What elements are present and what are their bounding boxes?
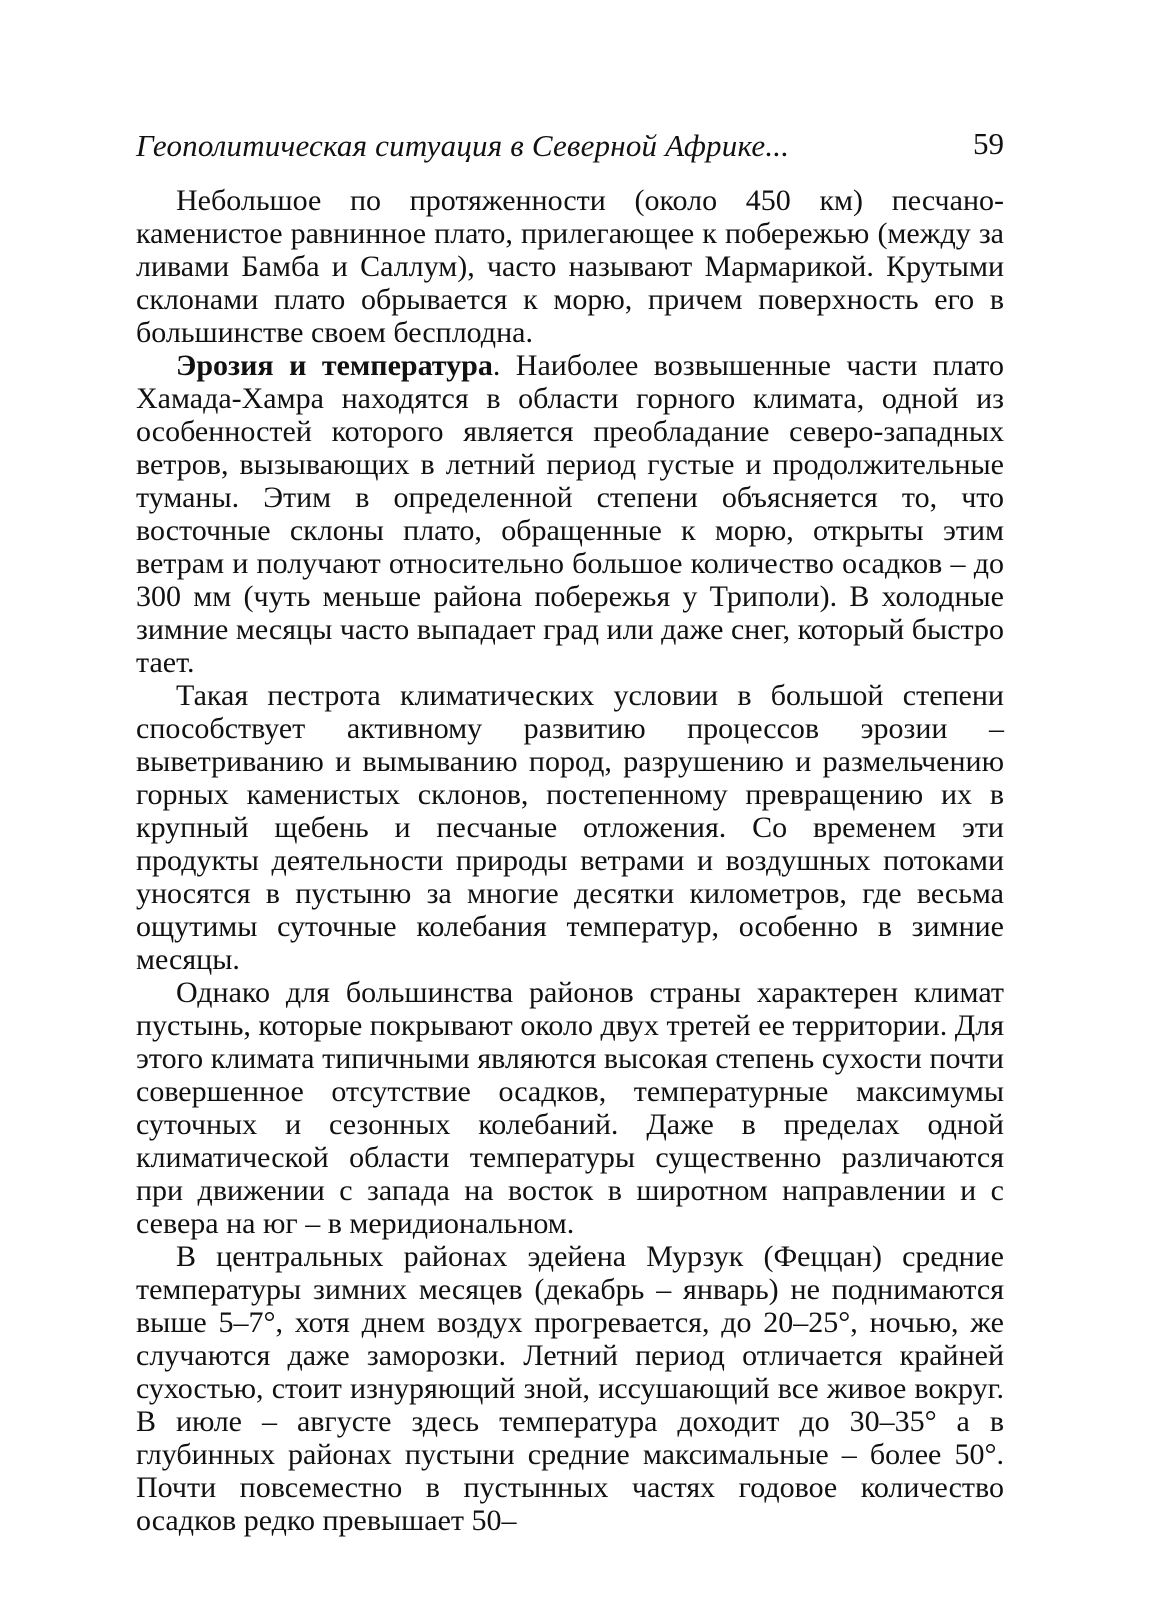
paragraph-text: В центральных районах эдейена Мурзук (Феццан) средние температуры зимних месяцев (декабрь – январь) не поднимаются выше 5–7°, хотя днем воздух прогревается, до 20–25°, ночью, же случаются даже заморозки. Летний период отличается крайней сухостью, стоит изнуряющий зной, иссушающий все живое вокруг. В июле – августе здесь температура доходит до 30–35° а в глубинных районах пустыни средние максимальные – более 50°. Почти повсеместно в пустынных частях годовое количество осадков редко превышает 50– <box>136 1240 1004 1537</box>
paragraph <box>136 976 1004 1240</box>
running-header <box>136 124 1004 174</box>
book-page <box>136 124 1004 1537</box>
page-number: 59 <box>973 126 1004 161</box>
running-title: Геополитическая ситуация в Северной Африке... <box>136 128 790 163</box>
paragraph-text: Небольшое по протяженности (около 450 км) песчано-каменистое равнинное плато, прилегающее к побережью (между за ливами Бамба и Саллум), часто называют Мармарикой. Крутыми склонами плато обрывается к морю, причем поверхность его в большинстве своем бесплодна. <box>136 184 1004 349</box>
paragraph <box>136 349 1004 679</box>
run-in-heading: Эрозия и температура <box>176 349 493 382</box>
paragraph-text: Однако для большинства районов страны характерен климат пустынь, которые покрывают около двух третей ее территории. Для этого климата типичными являются высокая степень сухости почти совершенное отсутствие осадков, температурные максимумы суточных и сезонных колебаний. Даже в пределах одной климатической области температуры существенно различаются при движении с запада на восток в широтном направлении и с севера на юг – в меридиональном. <box>136 976 1004 1240</box>
paragraph <box>136 184 1004 349</box>
paragraph <box>136 1240 1004 1537</box>
paragraph-text: Такая пестрота климатических условии в большой степени способствует активному развитию процессов эрозии – выветриванию и вымыванию пород, разрушению и размельчению горных каменистых склонов, постепенному превращению их в крупный щебень и песчаные отложения. Со временем эти продукты деятельности природы ветрами и воздушных потоками уносятся в пустыню за многие десятки километров, где весьма ощутимы суточные колебания температур, особенно в зимние месяцы. <box>136 679 1004 976</box>
paragraph <box>136 679 1004 976</box>
paragraph-text: . Наиболее возвышенные части плато Хамада-Хамра находятся в области горного климата, одной из особенностей которого является преобладание северо-западных ветров, вызывающих в летний период густые и продолжительные туманы. Этим в определенной степени объясняется то, что восточные склоны плато, обращенные к морю, открыты этим ветрам и получают относительно большое количество осадков – до 300 мм (чуть меньше района побережья у Триполи). В холодные зимние месяцы часто выпадает град или даже снег, который быстро тает. <box>136 349 1004 679</box>
body-text <box>136 184 1004 1537</box>
